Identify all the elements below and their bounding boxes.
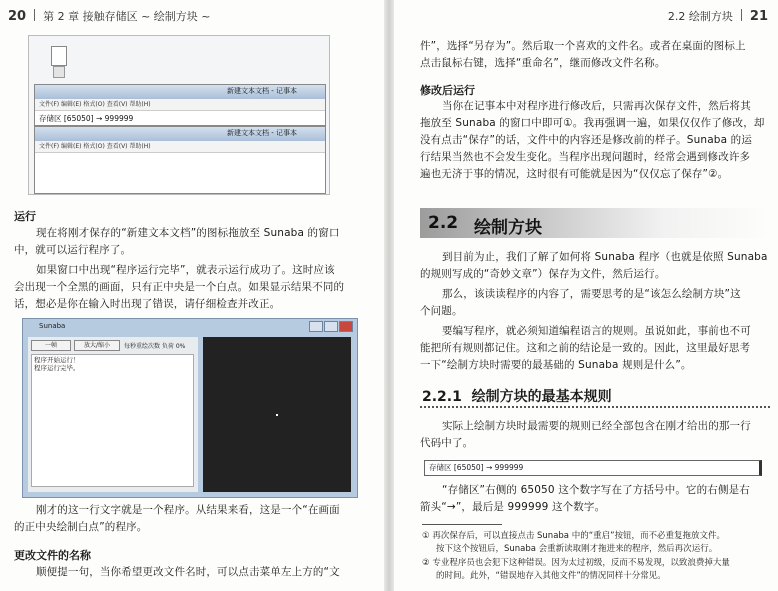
right-page-header bbox=[668, 8, 768, 24]
rerun-line-4: 行结果当然也不会发生变化。当程序出现问题时，经常会遇到修改许多 bbox=[420, 151, 751, 163]
sunaba-left-panel bbox=[28, 337, 198, 492]
rerun-heading: 修改后运行 bbox=[420, 84, 475, 97]
sec22-line-7: 一下“绘制方块时需要的最基础的 Sunaba 规则是什么”。 bbox=[420, 359, 692, 371]
maximize-icon bbox=[324, 321, 338, 332]
footnote-rule bbox=[422, 524, 502, 525]
output-line-2: 程序运行完毕。 bbox=[34, 364, 80, 372]
after-shot-line-1: 刚才的这一行文字就是一个程序。从结果来看，这是一个“在画面 bbox=[36, 504, 340, 516]
section-2-2-1-number: 2.2.1 bbox=[422, 389, 462, 405]
sunaba-status: 每秒重绘次数 负荷 0% bbox=[124, 343, 186, 350]
section-2-2-title: 绘制方块 bbox=[474, 218, 542, 238]
minimize-icon bbox=[309, 321, 323, 332]
rerun-line-2: 拖放至 Sunaba 的窗口中即可①。我再强调一遍，如果仅仅作了修改，却 bbox=[420, 117, 765, 129]
right-page-number: 21 bbox=[749, 9, 768, 24]
sunaba-screenshot bbox=[22, 318, 358, 498]
left-page-number: 20 bbox=[8, 9, 27, 24]
right-page bbox=[394, 0, 778, 591]
output-line-1: 程序开始运行！ bbox=[34, 356, 80, 364]
sec22-line-5: 要编写程序，就必须知道编程语言的规则。虽说如此，事前也不可 bbox=[442, 325, 751, 337]
sec221-line-1: 实际上绘制方块时最需要的规则已经全部包含在刚才给出的那一行 bbox=[442, 420, 751, 432]
after-code-line-2: 箭头“→”，最后是 999999 这个数字。 bbox=[420, 501, 606, 513]
notepad-title-2: 新建文本文档 - 记事本 bbox=[227, 129, 297, 137]
left-page-header bbox=[8, 8, 211, 24]
sec22-line-6: 能把所有规则都记住。这和之前的结论是一致的。因此，这里最好思考 bbox=[420, 342, 751, 354]
sec22-line-2: 的规则写成的“奇妙文章”）保存为文件，然后运行。 bbox=[420, 268, 666, 280]
rerun-line-3: 没有点击“保存”的话，文件中的内容还是修改前的样子。Sunaba 的运 bbox=[420, 134, 752, 146]
footnote-2-line-2: 的时间。此外，“错误地存入其他文件”的情况同样十分常见。 bbox=[436, 571, 666, 581]
notepad-menu: 文件(F) 编辑(E) 格式(O) 查看(V) 帮助(H) bbox=[35, 99, 325, 111]
section-2-2-1-title: 绘制方块的最基本规则 bbox=[471, 389, 612, 405]
notepad-window-front bbox=[34, 84, 326, 126]
left-page bbox=[0, 0, 384, 591]
rename-line: 顺便提一句，当你希望更改文件名时，可以点击菜单左上方的“文 bbox=[36, 566, 340, 578]
white-dot bbox=[276, 414, 278, 416]
sec221-line-2: 代码中了。 bbox=[420, 437, 474, 449]
sunaba-window-title: Sunaba bbox=[39, 322, 66, 330]
section-2-2-banner bbox=[420, 208, 770, 238]
book-gutter bbox=[384, 0, 394, 591]
text-file-icon bbox=[51, 46, 67, 66]
heading-dotted-rule bbox=[420, 406, 770, 408]
run-line-1: 现在将刚才保存的“新建文本文档”的图标拖放至 Sunaba 的窗口 bbox=[36, 227, 340, 239]
footnote-1-line-1: ① 再次保存后，可以直接点击 Sunaba 中的“重启”按钮，而不必重复拖放文件。 bbox=[422, 531, 726, 541]
intro-line-1: 件”，选择“另存为”。然后取一个喜欢的文件名。或者在桌面的图标上 bbox=[420, 40, 746, 52]
footnote-2-line-1: ② 专业程序员也会犯下这种错误。因为太过初级，反而不易发现，以致浪费掉大量 bbox=[422, 558, 730, 568]
notepad-window-back bbox=[34, 126, 326, 194]
run-line-5: 话，想必是你在输入时出现了错误，请仔细检查并改正。 bbox=[14, 298, 281, 310]
run-heading: 运行 bbox=[14, 210, 36, 223]
rename-heading: 更改文件的名称 bbox=[14, 549, 91, 562]
rerun-line-1: 当你在记事本中对程序进行修改后，只需再次保存文件，然后将其 bbox=[442, 100, 751, 112]
chapter-header: 第 2 章 接触存储区 ~ 绘制方块 ~ bbox=[43, 10, 211, 23]
sec22-line-3: 那么，该读读程序的内容了，需要思考的是“该怎么绘制方块”这 bbox=[442, 288, 741, 300]
intro-line-2: 点击鼠标右键，选择“重命名”，继而修改文件名称。 bbox=[420, 57, 666, 69]
sunaba-canvas bbox=[203, 337, 351, 492]
zoom-button: 放大/缩小 bbox=[74, 340, 120, 351]
after-shot-line-2: 的正中央绘制白点”的程序。 bbox=[14, 521, 148, 533]
run-line-3: 如果窗口中出现“程序运行完毕”，就表示运行成功了。这时应该 bbox=[36, 264, 335, 276]
notepad-content: 存储区 [65050] → 999999 bbox=[39, 114, 134, 123]
footnote-1-line-2: 按下这个按钮后，Sunaba 会重新读取刚才拖进来的程序，然后再次运行。 bbox=[436, 544, 718, 554]
notepad-menu-2: 文件(F) 编辑(E) 格式(O) 查看(V) 帮助(H) bbox=[35, 141, 325, 153]
close-icon bbox=[339, 321, 353, 332]
notepad-title: 新建文本文档 - 记事本 bbox=[227, 87, 297, 95]
code-box: 存储区 [65050] → 999999 bbox=[424, 460, 762, 476]
run-line-2: 中，就可以运行程序了。 bbox=[14, 244, 132, 256]
section-header: 2.2 绘制方块 bbox=[667, 10, 733, 23]
section-2-2-number: 2.2 bbox=[428, 213, 459, 233]
sec22-line-1: 到目前为止，我们了解了如何将 Sunaba 程序（也就是依照 Sunaba bbox=[442, 251, 768, 263]
one-frame-button: 一帧 bbox=[31, 340, 71, 351]
sec22-line-4: 个问题。 bbox=[420, 305, 463, 317]
notepad-screenshot bbox=[28, 35, 330, 195]
rerun-line-5: 遍也无济于事的情况，这时很有可能就是因为“仅仅忘了保存”②。 bbox=[420, 168, 729, 180]
sunaba-output bbox=[31, 354, 194, 487]
section-2-2-1-heading bbox=[422, 386, 612, 406]
after-code-line-1: “存储区”右侧的 65050 这个数字写在了方括号中。它的右侧是右 bbox=[442, 484, 750, 496]
run-line-4: 会出现一个全黑的画面，只有正中央是一个白点。如果显示结果不同的 bbox=[14, 281, 345, 293]
file-icon-small bbox=[53, 66, 65, 78]
